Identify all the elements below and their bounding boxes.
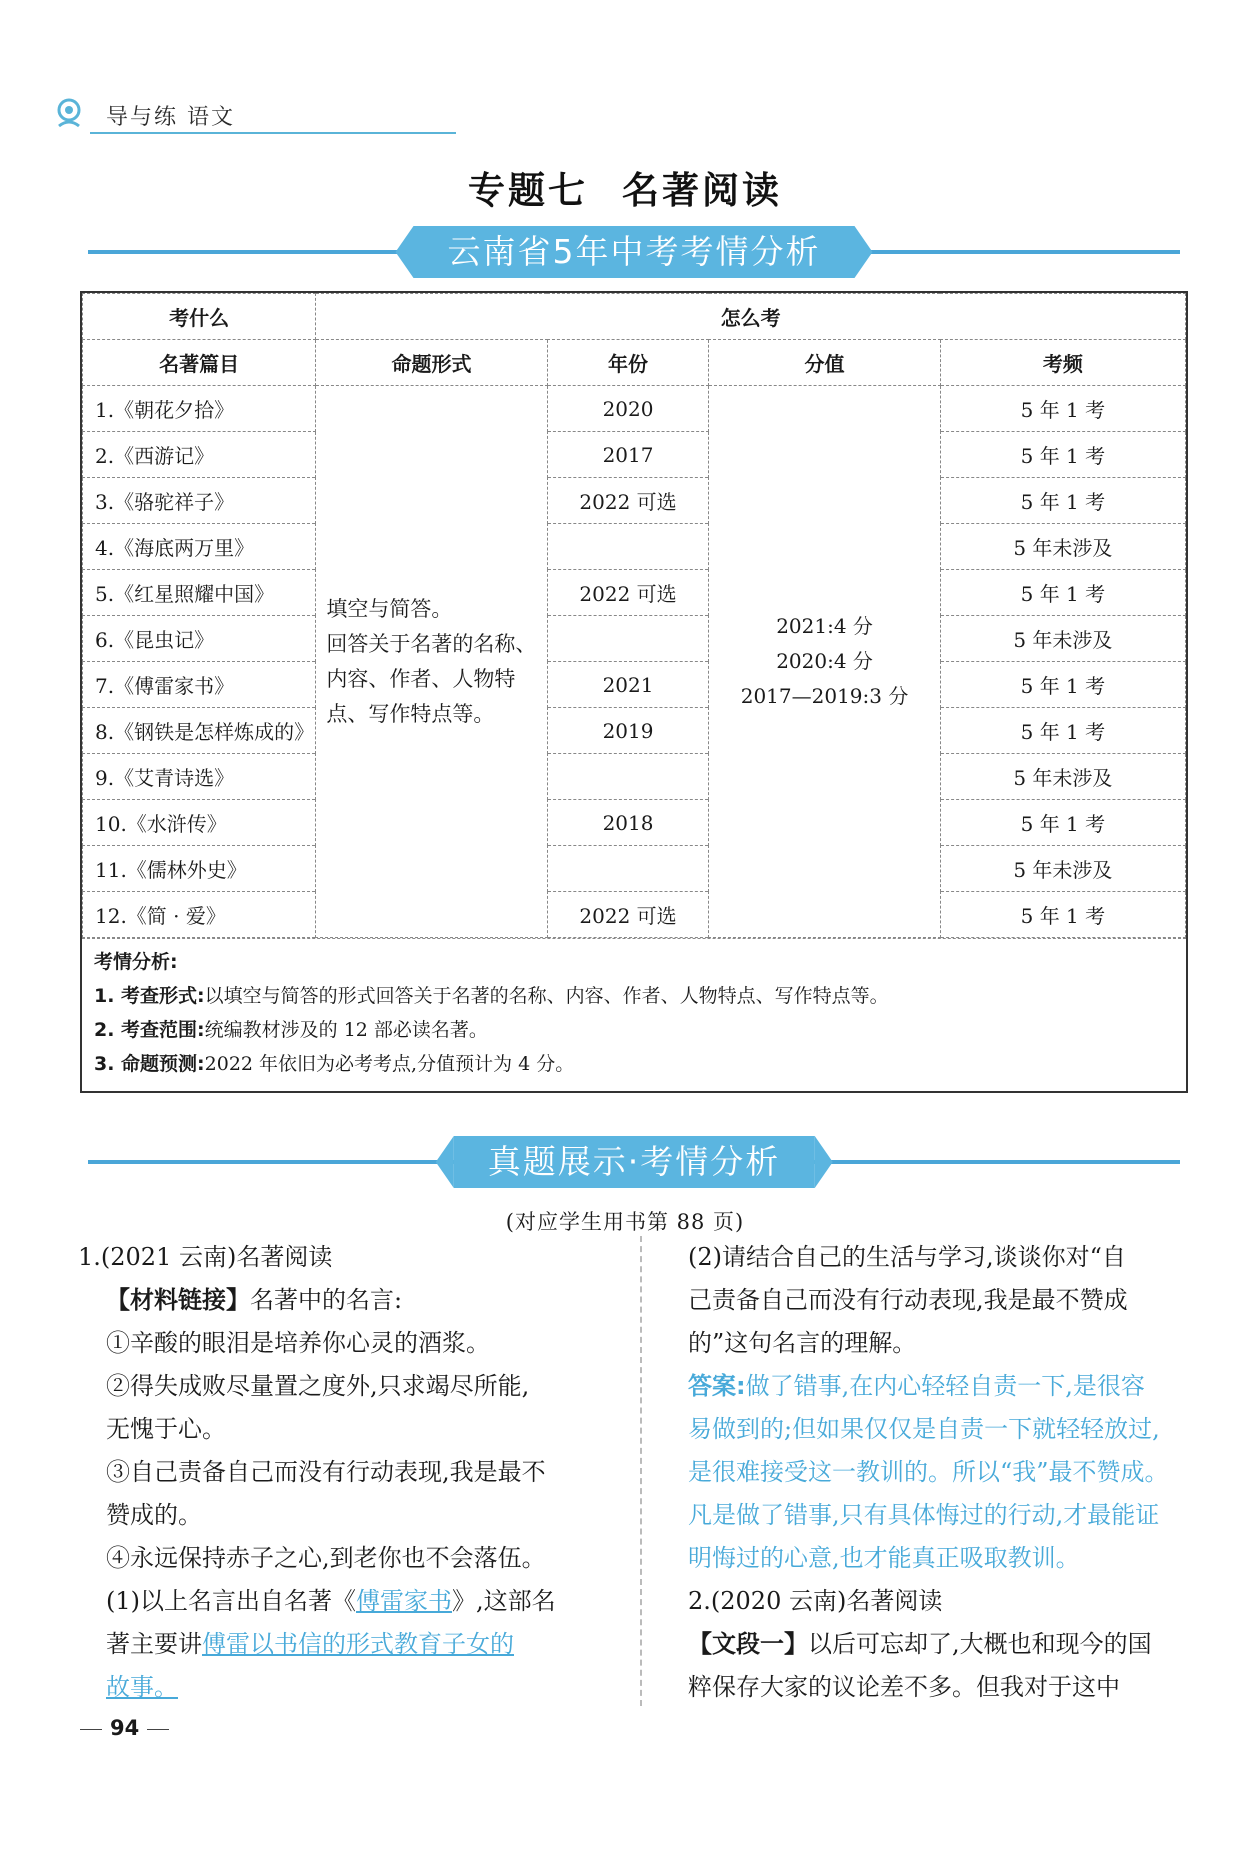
table-row [83,800,1186,846]
page-reference: (对应学生用书第 88 页) [505,1210,745,1234]
quote-3a: ③自己责备自己而没有行动表现,我是最不 [106,1458,546,1486]
answer-blank-1: 傅雷家书 [356,1587,452,1615]
quote-3b: 赞成的。 [106,1501,202,1529]
analysis-title: 考情分析: [94,951,178,973]
freq-cell: 5 年 1 考 [940,662,1185,708]
table-row [83,662,1186,708]
page-number [72,1716,177,1740]
column-header: 考频 [940,340,1185,386]
header-rule [90,132,456,134]
book-header [54,92,414,136]
analysis-item3: 2022 年依旧为必考考点,分值预计为 4 分。 [204,1053,575,1075]
year-cell [547,616,709,662]
book-cell: 5.《红星照耀中国》 [83,570,316,616]
passage-1-line2: 粹保存大家的议论差不多。但我对于这中 [688,1673,1120,1701]
book-cell: 2.《西游记》 [83,432,316,478]
answer-label: 答案: [688,1372,746,1400]
group-header-how: 怎么考 [316,294,1186,340]
freq-cell: 5 年 1 考 [940,708,1185,754]
sub-question-2a: (2)请结合自己的生活与学习,谈谈你对“自 [688,1243,1126,1271]
analysis-banner-text: 云南省5年中考考情分析 [414,226,855,278]
title-part1: 专题七 [468,169,588,212]
freq-cell: 5 年 1 考 [940,386,1185,432]
answer-line1: 答案:做了错事,在内心轻轻自责一下,是很容 [688,1372,1145,1400]
sub-question-2c: 的”这句名言的理解。 [688,1329,917,1357]
book-cell: 4.《海底两万里》 [83,524,316,570]
book-cell: 7.《傅雷家书》 [83,662,316,708]
score-line2: 2020:4 分 [776,649,873,673]
header-text: 导与练 语文 [106,105,235,130]
answer-line4: 凡是做了错事,只有具体悔过的行动,才最能证 [688,1501,1160,1529]
table-row [83,570,1186,616]
score-line1: 2021:4 分 [776,614,873,638]
book-cell: 9.《艾青诗选》 [83,754,316,800]
passage-1-label: 【文段一】 [688,1630,808,1658]
exam-analysis-table [80,291,1188,1093]
column-header: 命题形式 [316,340,547,386]
book-cell: 12.《简 · 爱》 [83,892,316,938]
table-row [83,386,1186,432]
passage-1-line1: 【文段一】以后可忘却了,大概也和现今的国 [688,1630,1152,1658]
freq-cell: 5 年 1 考 [940,892,1185,938]
year-cell [547,846,709,892]
table-row [83,432,1186,478]
sub-question-2b: 己责备自己而没有行动表现,我是最不赞成 [688,1286,1128,1314]
quote-4: ④永远保持赤子之心,到老你也不会落伍。 [106,1544,546,1572]
freq-cell: 5 年 1 考 [940,570,1185,616]
material-link-label: 【材料链接】 [106,1286,250,1314]
year-cell [547,754,709,800]
analysis-item2-label: 2. 考查范围: [94,1019,205,1041]
question-1-heading: 1.(2021 云南)名著阅读 [78,1243,333,1271]
question-form-cell [316,386,547,938]
column-header: 名著篇目 [83,340,316,386]
column-header: 分值 [709,340,940,386]
page-number-value: 94 [110,1716,140,1740]
year-cell: 2020 [547,386,709,432]
analysis-item2: 统编教材涉及的 12 部必读名著。 [204,1019,488,1041]
analysis-item3-label: 3. 命题预测: [94,1053,205,1075]
answer-line2: 易做到的;但如果仅仅是自责一下就轻轻放过, [688,1415,1160,1443]
analysis-item1: 以填空与简答的形式回答关于名著的名称、内容、作者、人物特点、写作特点等。 [204,985,889,1007]
analysis-notes [82,938,1186,1091]
material-link [78,1279,613,1322]
table-row [83,754,1186,800]
answer-line3: 是很难接受这一教训的。所以“我”最不赞成。 [688,1458,1169,1486]
year-cell: 2021 [547,662,709,708]
answer-blank-2: 傅雷以书信的形式教育子女的 [202,1630,514,1658]
year-cell: 2018 [547,800,709,846]
book-cell: 11.《儒林外史》 [83,846,316,892]
sub-question-1-cont: 著主要讲傅雷以书信的形式教育子女的 [106,1630,514,1658]
question-2-heading: 2.(2020 云南)名著阅读 [688,1587,943,1615]
real-exam-banner [88,1132,1180,1192]
page-title [0,160,1250,214]
sub-question-1-end [78,1666,613,1709]
table-row [83,478,1186,524]
book-cell: 6.《昆虫记》 [83,616,316,662]
form-line1: 填空与简答。 [326,596,453,621]
freq-cell: 5 年 1 考 [940,432,1185,478]
quote-2b: 无愧于心。 [106,1415,226,1443]
right-column [688,1236,1188,1709]
quote-2a: ②得失成败尽量置之度外,只求竭尽所能, [106,1372,530,1400]
score-cell [709,386,940,938]
material-link-text: 名著中的名言: [250,1286,403,1314]
year-cell [547,524,709,570]
column-header: 年份 [547,340,709,386]
freq-cell: 5 年未涉及 [940,524,1185,570]
freq-cell: 5 年未涉及 [940,754,1185,800]
freq-cell: 5 年未涉及 [940,616,1185,662]
book-cell: 3.《骆驼祥子》 [83,478,316,524]
answer-blank-2-cont: 故事。 [106,1673,178,1701]
table-row [83,524,1186,570]
freq-cell: 5 年未涉及 [940,846,1185,892]
answer-line5: 明悔过的心意,也才能真正吸取教训。 [688,1544,1080,1572]
table-row [83,708,1186,754]
freq-cell: 5 年 1 考 [940,800,1185,846]
year-cell: 2019 [547,708,709,754]
real-exam-banner-text: 真题展示·考情分析 [454,1136,815,1188]
group-header-what: 考什么 [83,294,316,340]
score-line3: 2017—2019:3 分 [740,684,909,708]
quote-1: ①辛酸的眼泪是培养你心灵的酒浆。 [106,1329,490,1357]
freq-cell: 5 年 1 考 [940,478,1185,524]
year-cell: 2022 可选 [547,478,709,524]
book-cell: 10.《水浒传》 [83,800,316,846]
book-logo-icon [54,96,84,130]
book-cell: 1.《朝花夕拾》 [83,386,316,432]
year-cell: 2022 可选 [547,892,709,938]
analysis-item1-label: 1. 考查形式: [94,985,205,1007]
table-row [83,846,1186,892]
analysis-banner [88,222,1180,282]
left-column [78,1236,613,1709]
form-line2: 回答关于名著的名称、内容、作者、人物特点、写作特点等。 [326,631,537,726]
year-cell: 2017 [547,432,709,478]
table-row [83,616,1186,662]
year-cell: 2022 可选 [547,570,709,616]
table-row [83,892,1186,938]
book-cell: 8.《钢铁是怎样炼成的》 [83,708,316,754]
sub-question-1: (1)以上名言出自名著《傅雷家书》,这部名 [106,1587,556,1615]
column-divider [640,1236,642,1706]
title-part2: 名著阅读 [622,169,782,212]
